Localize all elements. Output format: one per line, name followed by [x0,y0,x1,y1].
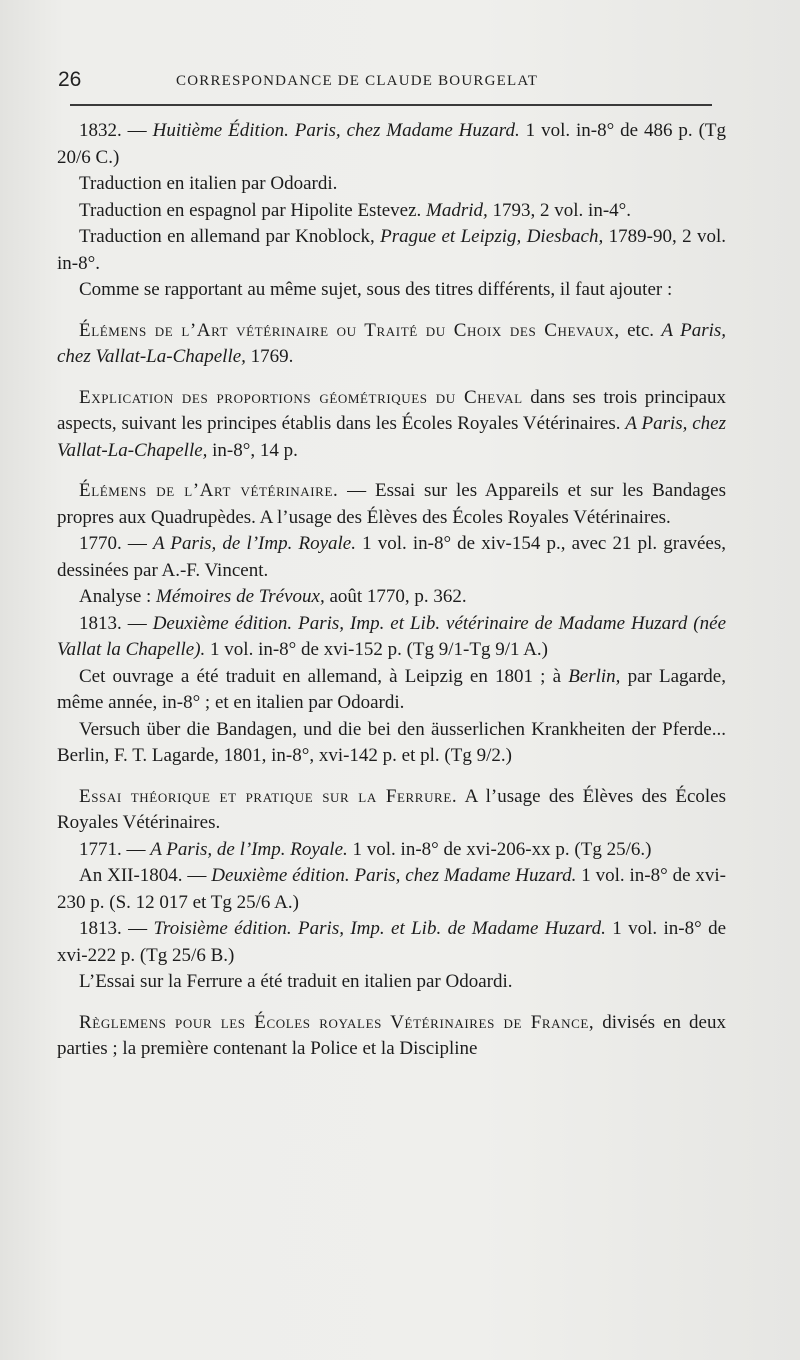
page-body [57,118,726,1063]
text-run: 1 vol. in-8° de xvi-222 p. (Tg 25/6 B.) [57,918,727,966]
paragraph-essai-ferrure-traduit: L’Essai sur la Ferrure a été traduit en italien par Odoardi. [79,971,513,992]
paragraph-comme-se-rapportant: Comme se rapportant au même sujet, sous des titres différents, il faut ajouter : [79,279,673,300]
italic-run: A Paris, de l’Imp. Royale. [152,533,356,554]
text-run: 1 vol. in-8° de xvi-152 p. (Tg 9/1-Tg 9/1 A.) [205,639,548,660]
italic-run: A Paris, chez Vallat-La-Chapelle, [57,319,727,367]
text-run: in-8°, 14 p. [207,439,298,461]
text-run: Traduction en allemand par Knoblock, [79,226,381,247]
text-run: 1770. — [79,533,153,554]
paragraph-1832-huitieme-edition [57,118,726,171]
italic-run: A Paris, chez Vallat-La-Chapelle, [57,413,726,461]
text-run: 1 vol. in-8° de 486 p. (Tg 20/6 C.) [57,120,726,168]
paragraph-traduction-espagnol [57,198,726,225]
paragraph-1771-imp-royale [57,837,726,864]
italic-run: Mémoires de Trévoux, [156,586,325,607]
text-run: A l’usage des Élèves des Écoles Royales Vétérinaires. [57,785,726,833]
entry-essai-ferrure [57,784,726,837]
text-run: 1813. — [79,918,154,939]
italic-run: Madrid, [426,199,488,221]
paragraph-traduction-allemand [57,224,726,277]
paragraph-traduit-allemand-berlin [57,664,726,717]
text-run: 1832. — [79,120,153,141]
text-run: 1 vol. in-8° de xvi-230 p. (S. 12 017 et Tg 25/6 A.) [57,865,726,913]
paragraph-analyse-trevoux [57,584,726,611]
paragraph-1813-troisieme-edition [57,916,726,969]
page-number: 26 [58,68,82,91]
text-run: 1793, 2 vol. in-4°. [487,199,632,221]
paragraph-gap [57,770,726,784]
italic-run: Huitième Édition. Paris, chez Madame Huzard. [152,120,520,141]
paragraph-1770-imp-royale [57,531,726,584]
italic-run: Deuxième édition. Paris, chez Madame Huzard. [211,865,577,886]
text-run: août 1770, p. 362. [324,586,467,607]
text-run: 1813. — [79,612,153,634]
smallcaps-title: Explication des proportions géométriques du Cheval [79,386,523,408]
text-run: 1771. — [79,838,151,860]
smallcaps-title: Essai théorique et pratique sur la Ferrure. [79,785,458,807]
paragraph-an-xii-1804 [57,863,726,916]
italic-run: Deuxième édition. Paris, Imp. et Lib. vétérinaire de Madame Huzard (née Vallat la Chapelle). [57,612,726,660]
text-run: etc. [619,319,662,341]
header-rule [70,104,712,106]
entry-reglemens-ecoles [57,1010,726,1063]
text-run: Analyse : [79,586,157,607]
text-run: — Essai sur les Appareils et sur les Bandages propres aux Quadrupèdes. A l’usage des Élèves des Écoles Royales Vétérinaires. [57,480,726,528]
text-run: divisés en deux parties ; la première contenant la Police et la Discipline [57,1011,726,1059]
paragraph-gap [57,304,726,318]
text-run: Traduction en espagnol par Hipolite Estevez. [79,199,427,221]
paragraph-gap [57,371,726,385]
text-run: 1 vol. in-8° de xiv-154 p., avec 21 pl. gravées, dessinées par A.-F. Vincent. [57,533,727,581]
text-run: An XII-1804. — [79,865,212,886]
text-run: 1 vol. in-8° de xvi-206-xx p. (Tg 25/6.) [347,838,652,860]
text-run: dans ses trois principaux aspects, suivant les principes établis dans les Écoles Royales Vétérinaires. [57,386,726,434]
smallcaps-title: Élémens de l’Art vétérinaire ou Traité du Choix des Chevaux, [79,319,620,341]
entry-elemens-appareils-bandages [57,478,726,531]
italic-run: Troisième édition. Paris, Imp. et Lib. de Madame Huzard. [153,918,606,939]
italic-run: Prague et Leipzig, Diesbach, [380,226,604,247]
paragraph-gap [57,996,726,1010]
smallcaps-title: Règlemens pour les Écoles royales Vétérinaires de France, [79,1011,595,1033]
paragraph-versuch-bandagen: Versuch über die Bandagen, und die bei den äusserlichen Krankheiten der Pferde... Berlin, F. T. Lagarde, 1801, in-8°, xvi-142 p. et pl. (Tg 9/2.) [57,718,726,766]
smallcaps-title: Élémens de l’Art vétérinaire. [79,480,339,501]
paragraph-gap [57,464,726,478]
entry-elemens-choix-chevaux [57,318,726,371]
page-header [58,68,718,98]
italic-run: Berlin, [568,665,621,687]
italic-run: A Paris, de l’Imp. Royale. [150,838,348,860]
paragraph-1813-deuxieme-edition [57,611,726,664]
text-run: 1789-90, 2 vol. in-8°. [57,226,727,274]
entry-explication-proportions [57,385,726,465]
running-title: CORRESPONDANCE DE CLAUDE BOURGELAT [176,73,539,89]
text-run: 1769. [245,346,294,367]
paragraph-traduction-italien: Traduction en italien par Odoardi. [79,173,338,194]
text-run: Cet ouvrage a été traduit en allemand, à Leipzig en 1801 ; à [79,665,569,687]
text-run: par Lagarde, même année, in-8° ; et en italien par Odoardi. [57,665,726,713]
